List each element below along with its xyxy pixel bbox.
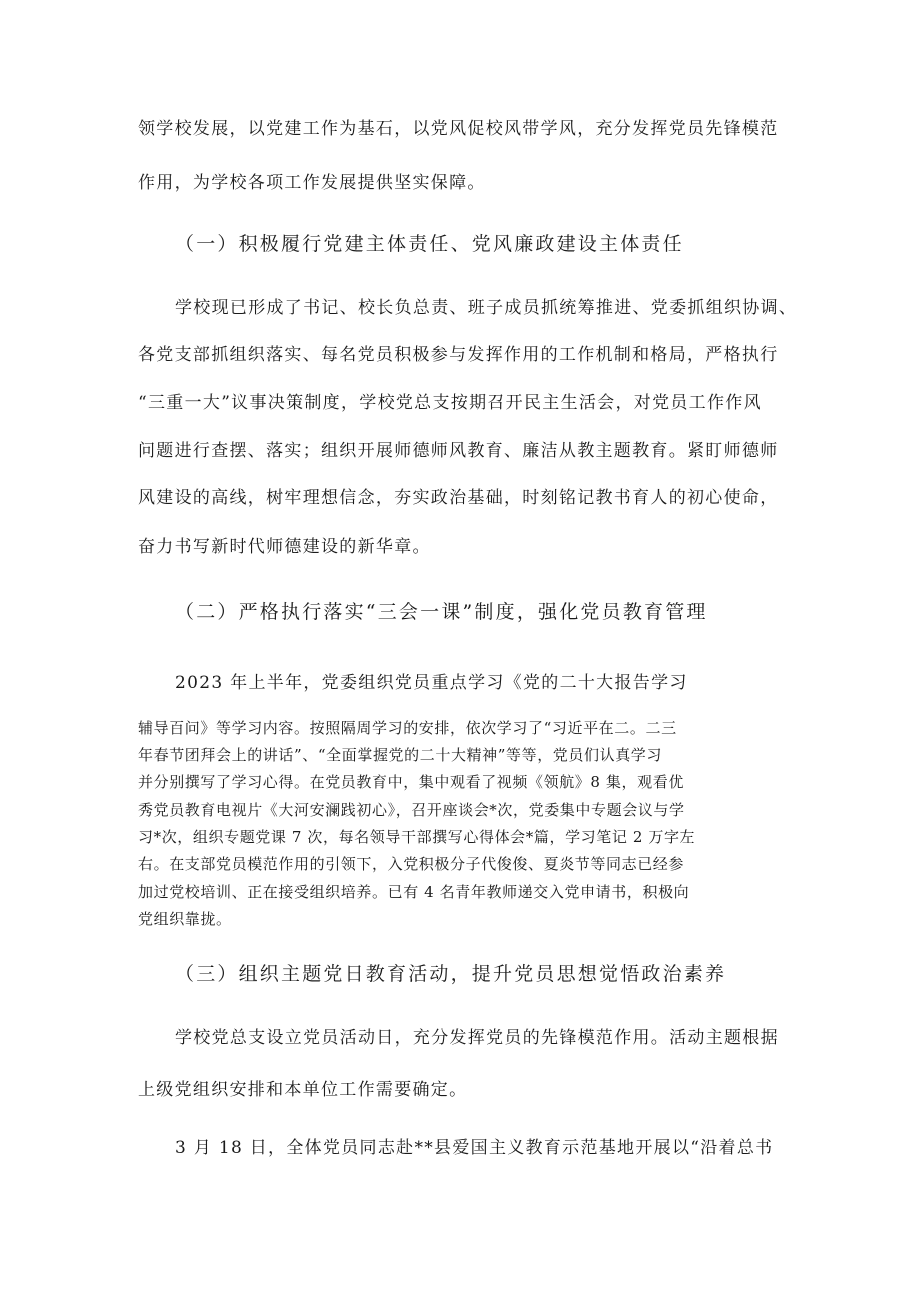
- section-2-line-1: 辅导百问》等学习内容。按照隔周学习的安排，依次学习了“习近平在二。二三: [138, 719, 677, 737]
- section-3-line-1: 学校党总支设立党员活动日，充分发挥党员的先锋模范作用。活动主题根据: [175, 1028, 779, 1048]
- section-1-line-2: 各党支部抓组织落实、每名党员积极参与发挥作用的工作机制和格局，严格执行: [138, 345, 779, 365]
- section-2-line-3: 并分别撰写了学习心得。在党员教育中，集中观看了视频《领航》8 集，观看优: [138, 773, 684, 791]
- section-1-line-1: 学校现已形成了书记、校长负总责、班子成员抓统筹推进、党委抓组织协调、: [175, 298, 798, 318]
- section-2-line-7: 加过党校培训、正在接受组织培养。已有 4 名青年教师递交入党申请书，积极向: [138, 883, 690, 901]
- section-3-heading: （三）组织主题党日教育活动，提升党员思想觉悟政治素养: [175, 963, 727, 985]
- section-1-line-5: 风建设的高线，树牢理想信念，夯实政治基础，时刻铭记教书育人的初心使命，: [138, 488, 779, 508]
- section-2-line-4: 秀党员教育电视片《大河安澜践初心》，召开座谈会*次，党委集中专题会议与学: [138, 801, 685, 819]
- section-2-line-2: 年春节团拜会上的讲话”、“全面掌握党的二十大精神”等等，党员们认真学习: [138, 746, 663, 764]
- section-3-line-2: 上级党组织安排和本单位工作需要确定。: [138, 1080, 468, 1100]
- section-2-first-line: 2023 年上半年，党委组织党员重点学习《党的二十大报告学习: [175, 673, 688, 693]
- section-1-line-4: 问题进行查摆、落实；组织开展师德师风教育、廉洁从教主题教育。紧盯师德师: [138, 441, 779, 461]
- section-2-line-8: 党组织靠拢。: [138, 910, 232, 928]
- section-1-line-3: “三重一大”议事决策制度，学校党总支按期召开民主生活会，对党员工作作风: [138, 393, 762, 413]
- intro-line-1: 领学校发展，以党建工作为基石，以党风促校风带学风，充分发挥党员先锋模范: [138, 119, 779, 139]
- section-1-heading: （一）积极履行党建主体责任、党风廉政建设主体责任: [175, 233, 684, 255]
- section-2-heading: （二）严格执行落实“三会一课”制度，强化党员教育管理: [175, 601, 708, 623]
- section-1-line-6: 奋力书写新时代师德建设的新华章。: [138, 537, 431, 557]
- section-2-line-5: 习*次，组织专题党课 7 次，每名领导干部撰写心得体会*篇，学习笔记 2 万字左: [138, 828, 696, 846]
- intro-line-2: 作用，为学校各项工作发展提供坚实保障。: [138, 173, 486, 193]
- section-2-line-6: 右。在支部党员模范作用的引领下，入党积极分子代俊俊、夏炎节等同志已经参: [138, 855, 685, 873]
- section-3-last-line: 3 月 18 日，全体党员同志赴**县爱国主义教育示范基地开展以“沿着总书: [175, 1138, 774, 1158]
